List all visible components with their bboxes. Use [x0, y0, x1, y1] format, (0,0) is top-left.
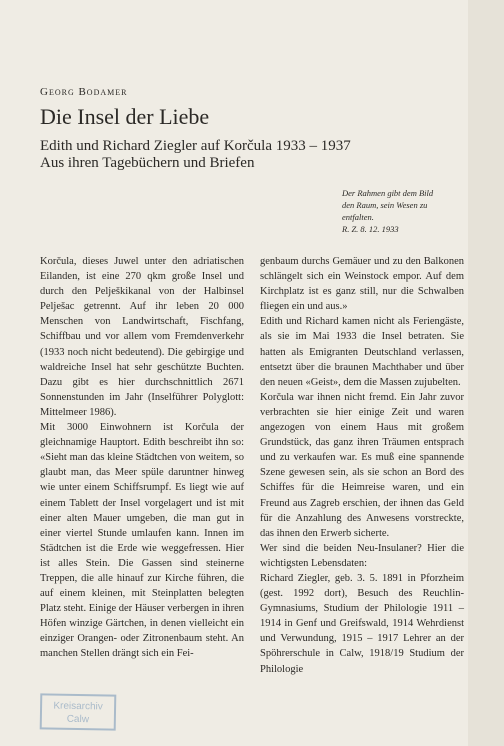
- subtitle-line: Edith und Richard Ziegler auf Korčula 1933 – 1937: [40, 138, 351, 154]
- paragraph: Richard Ziegler, geb. 3. 5. 1891 in Pforzheim (gest. 1992 dort), Besuch des Reuchlin-Gymnasiums, Studium der Philologie 1911 – 1914 in Genf und Greifswald, 1914 Wehrdienst und Verwundung, 1915 – 1917 Lehrer an der Spöhrerschule in Calw, 1918/19 Studium der Philologie: [260, 572, 464, 675]
- paragraph: Korčula war ihnen nicht fremd. Ein Jahr zuvor verbrachten sie hier einige Zeit und waren angezogen von einem Haus mit großem Grundstück, das ganz ihren Träumen entsprach und zu verkaufen war. Es muß eine spannende Szene gewesen sein, als sie schon an Bord des Schiffes für die Heimreise waren, und ein Freund aus Zagreb erschien, der ihnen das Geld für die Anzahlung des Anwesens vorstreckte, das ihnen den Erwerb sicherte.: [260, 391, 464, 539]
- archive-stamp: [40, 693, 117, 730]
- subtitle-line: Aus ihren Tagebüchern und Briefen: [40, 155, 255, 171]
- stamp-line: Kreisarchiv: [53, 700, 103, 713]
- paragraph: Korčula, dieses Juwel unter den adriatischen Eilanden, ist eine 270 qkm große Insel und durch den Pelješkikanal von der Halbinsel Pelješac getrennt. Auf ihr leben 20 000 Menschen von Landwirtschaft, Fischfang, Schiffbau und vor allem vom Fremdenverkehr (1933 noch nicht bedeutend). Die gebirgige und waldreiche Insel hat sehr geschützte Buchten. Dazu gibt es hier durchschnittlich 2671 Sonnenstunden im Jahr (Inselführer Polyglott: Mittelmeer 1986).: [40, 256, 244, 418]
- page-edge: [468, 0, 504, 746]
- epigraph: [342, 187, 482, 235]
- epigraph-line: Der Rahmen gibt dem Bild: [342, 188, 434, 198]
- stamp-line: Calw: [66, 713, 90, 726]
- paragraph: Edith und Richard kamen nicht als Feriengäste, als sie im Mai 1933 die Insel betraten. Sie hatten als Emigranten Deutschland verlassen, entsetzt über die braunen Machthaber und über den neuen «Geist», dem die Massen zujubelten.: [260, 316, 464, 388]
- article-subtitle: [40, 138, 351, 172]
- article-title: Die Insel der Liebe: [40, 104, 210, 129]
- text-column-right: [260, 254, 464, 677]
- author-name: Georg Bodamer: [40, 86, 128, 98]
- paragraph: Mit 3000 Einwohnern ist Korčula der gleichnamige Hauptort. Edith beschreibt ihn so: «Sieht man das kleine Städtchen von weitem, so glaubt man, das Meer spüle daruntner hinweg wie unter einem Schiffsrumpf. Es liegt wie auf einem Tablett der Insel vorgelagert und ist mit einer alten Mauer umgeben, die man gut in einer viertel Stunde umlaufen kann. Innen im Städtchen ist die Erde wie weggefressen. Hier ist alles Stein. Die Gassen sind steinerne Treppen, die alle hinauf zur Kirche führen, die auf einem kleinen, mit Steinplatten belegten Platz steht. Einige der Häuser verbergen in ihren Höfen winzige Gärtchen, in denen vielleicht ein einziger Orangen- oder Zitronenbaum steht. An manchen Stellen drängt sich ein Fei-: [40, 422, 244, 660]
- paragraph: Wer sind die beiden Neu-Insulaner? Hier die wichtigsten Lebensdaten:: [260, 542, 464, 569]
- epigraph-line: entfalten.: [342, 212, 374, 222]
- epigraph-attribution: R. Z. 8. 12. 1933: [342, 224, 399, 234]
- text-column-left: [40, 254, 244, 662]
- paragraph: genbaum durchs Gemäuer und zu den Balkonen schlängelt sich ein Weinstock empor. Auf dem Kirchplatz ist es ganz still, nur die Schwalben fliegen ein und aus.»: [260, 256, 464, 313]
- epigraph-line: den Raum, sein Wesen zu: [342, 200, 428, 210]
